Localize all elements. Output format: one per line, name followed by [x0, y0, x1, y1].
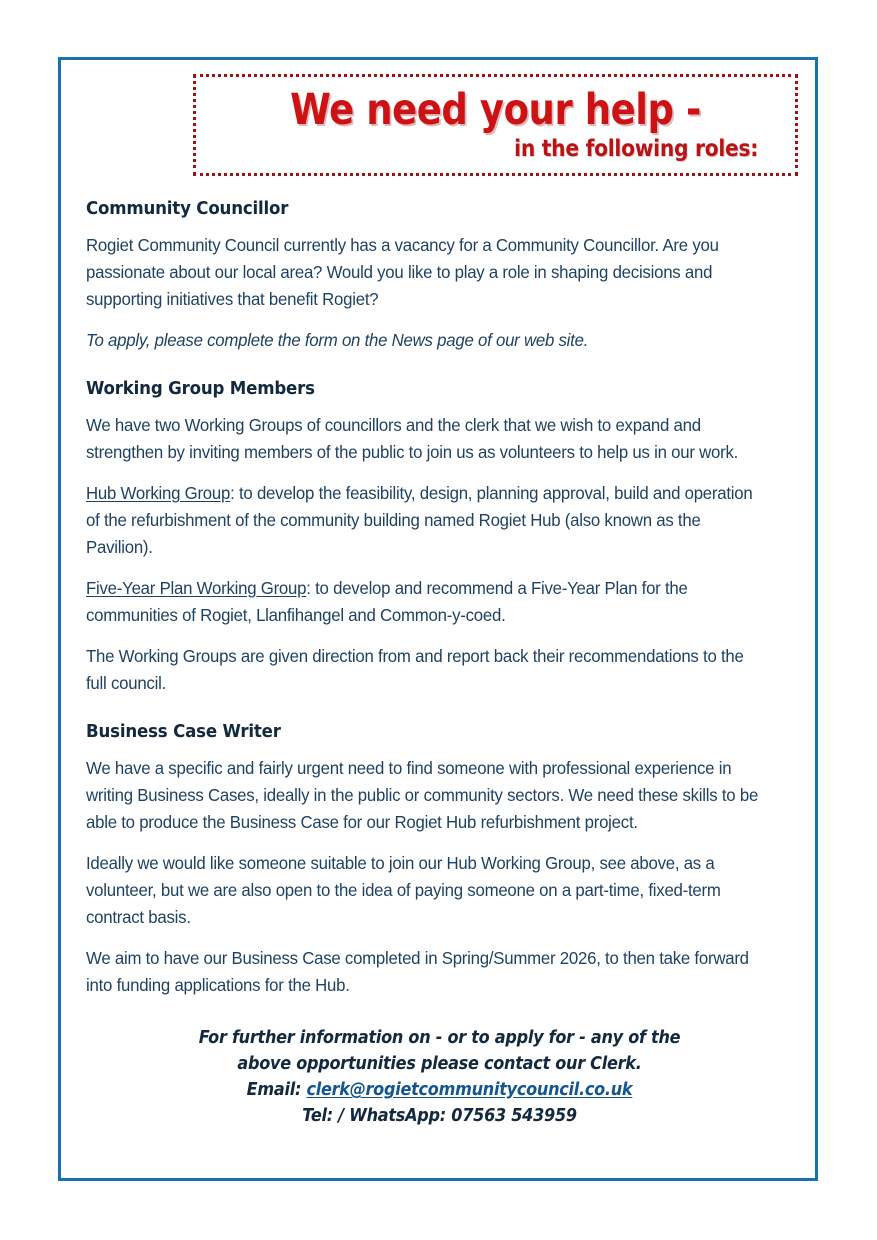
poster-frame	[58, 57, 818, 1181]
paragraph-community-councillor-apply: To apply, please complete the form on the News page of our web site.	[86, 330, 589, 350]
paragraph-hub-working-group	[86, 480, 761, 561]
poster-content	[61, 60, 821, 1129]
header-banner	[193, 74, 798, 176]
paragraph-five-year-plan-working-group	[86, 575, 761, 629]
contact-email-line	[114, 1077, 764, 1103]
contact-phone-line: Tel: / WhatsApp: 07563 543959	[302, 1106, 577, 1126]
banner-title: We need your help -	[290, 85, 701, 135]
contact-email-label: Email:	[246, 1080, 307, 1100]
hub-working-group-label: Hub Working Group	[86, 483, 231, 503]
poster-body	[61, 198, 821, 1129]
paragraph-working-groups-intro: We have two Working Groups of councillors and the clerk that we wish to expand and strengthen by inviting members of the public to join us as volunteers to help us in our work.	[86, 415, 739, 462]
paragraph-community-councillor-intro: Rogiet Community Council currently has a vacancy for a Community Councillor. Are you passionate about our local area? Would you like to play a role in shaping decisions and supporting initiatives that benefit Rogiet?	[86, 235, 719, 309]
hub-working-group-text: : to develop the feasibility, design, planning approval, build and operation of the refurbishment of the community building named Rogiet Hub (also known as the Pavilion).	[86, 483, 753, 557]
contact-block	[86, 1025, 793, 1129]
five-year-plan-working-group-label: Five-Year Plan Working Group	[86, 578, 307, 598]
five-year-plan-working-group-text: : to develop and recommend a Five-Year Plan for the communities of Rogiet, Llanfihangel and Common-y-coed.	[86, 578, 688, 625]
paragraph-business-case-volunteer-or-paid: Ideally we would like someone suitable to join our Hub Working Group, see above, as a volunteer, but we are also open to the idea of paying someone on a part-time, fixed-term contract basis.	[86, 853, 721, 927]
banner-subtitle: in the following roles:	[514, 136, 759, 162]
paragraph-business-case-timeline: We aim to have our Business Case completed in Spring/Summer 2026, to then take forward into funding applications for the Hub.	[86, 948, 749, 995]
contact-line-1: For further information on - or to apply for - any of the	[198, 1028, 681, 1048]
contact-line-2: above opportunities please contact our Clerk.	[237, 1054, 642, 1074]
section-heading-community-councillor: Community Councillor	[86, 199, 289, 219]
paragraph-working-groups-reporting: The Working Groups are given direction from and report back their recommendations to the full council.	[86, 646, 744, 693]
section-heading-working-group-members: Working Group Members	[86, 379, 315, 399]
section-heading-business-case-writer: Business Case Writer	[86, 722, 281, 742]
paragraph-business-case-need: We have a specific and fairly urgent need to find someone with professional experience in writing Business Cases, ideally in the public or community sectors. We need these skills to be able to produce the Business Case for our Rogiet Hub refurbishment project.	[86, 758, 759, 832]
contact-email-link[interactable]: clerk@rogietcommunitycouncil.co.uk	[306, 1080, 633, 1100]
